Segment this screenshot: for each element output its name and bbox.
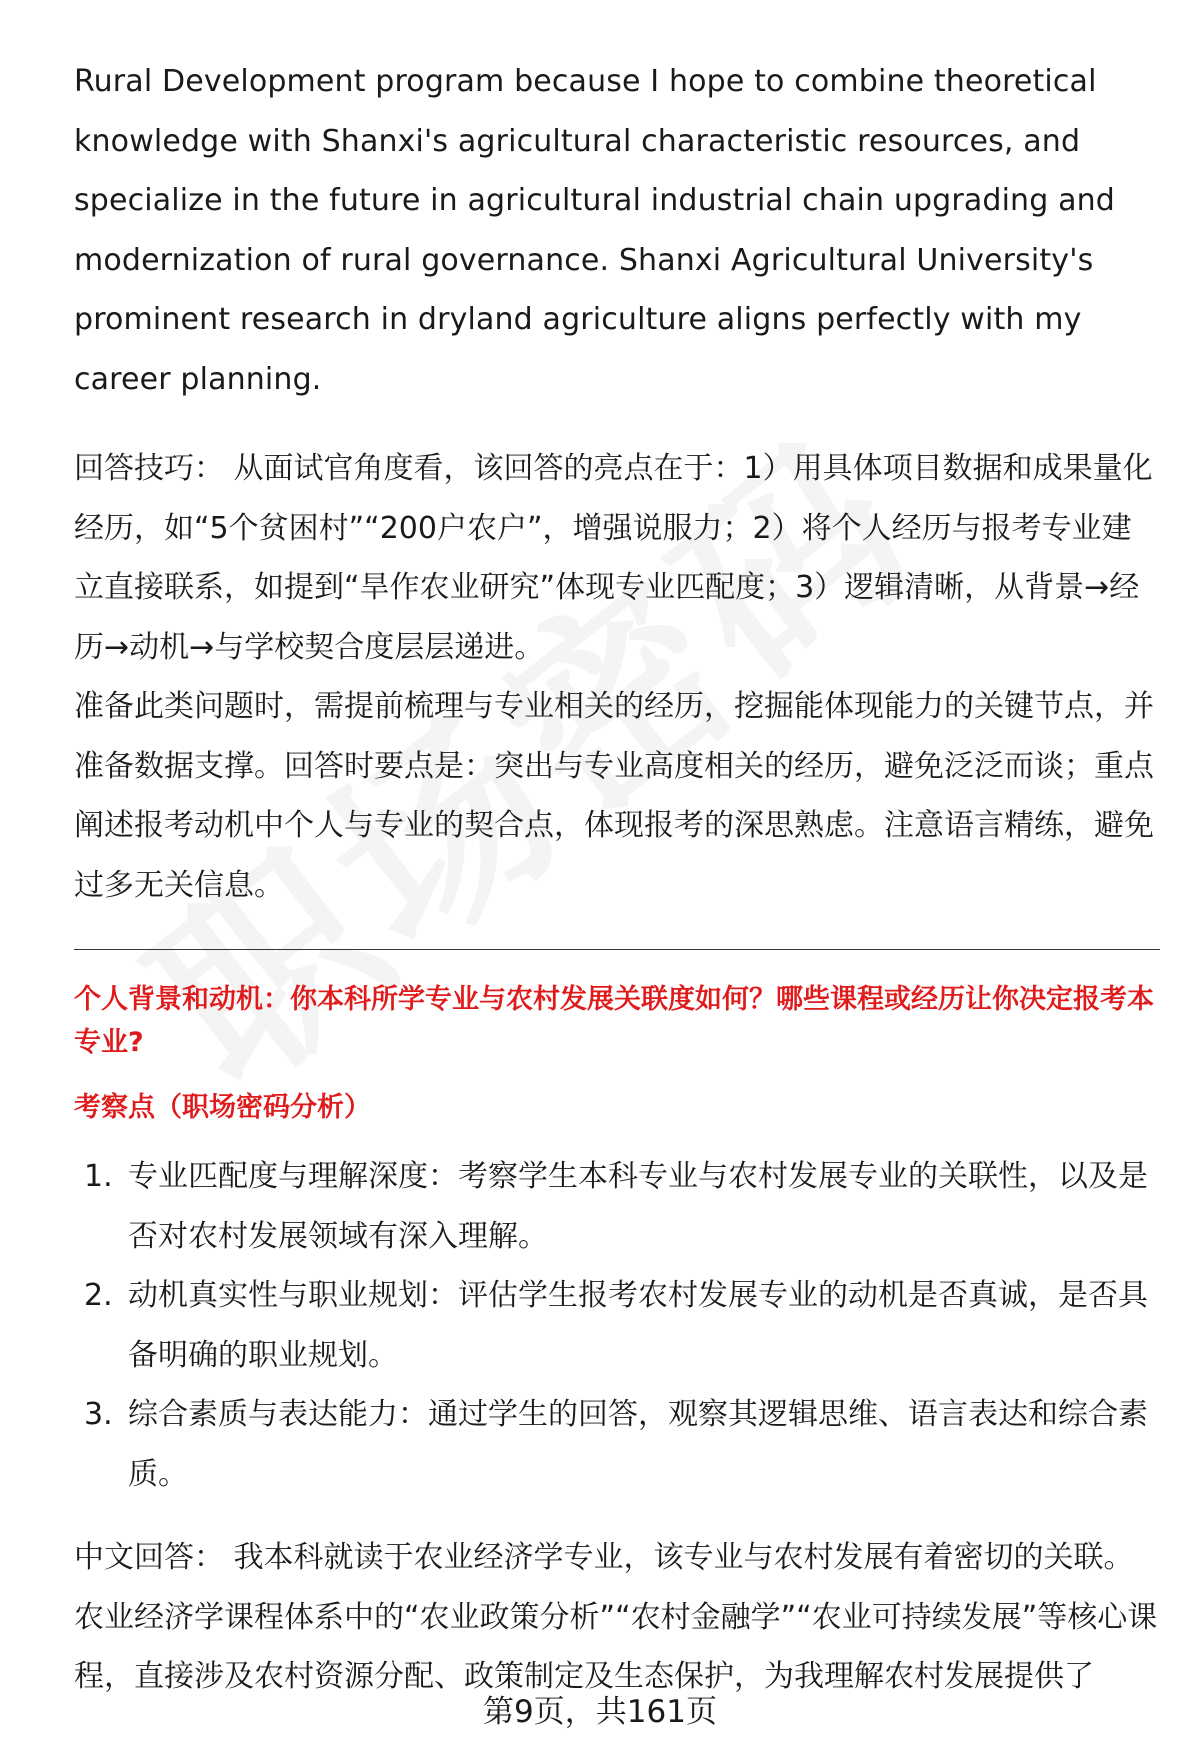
list-item-text: 综合素质与表达能力：通过学生的回答，观察其逻辑思维、语言表达和综合素质。 xyxy=(128,1397,1148,1492)
list-item xyxy=(74,1147,1160,1266)
question-heading: 个人背景和动机：你本科所学专业与农村发展关联度如何？哪些课程或经历让你决定报考本专业? xyxy=(74,984,1154,1058)
page-number-footer: 第9页，共161页 xyxy=(483,1694,717,1730)
list-item xyxy=(74,1266,1160,1385)
assessment-points-list xyxy=(74,1147,1160,1504)
answer-tips-paragraph: 回答技巧： 从面试官角度看，该回答的亮点在于：1）用具体项目数据和成果量化经历，如“5个贫困村”“200户农户”，增强说服力；2）将个人经历与报考专业建立直接联系，如提到“旱作农业研究”体现专业匹配度；3）逻辑清晰，从背景→经历→动机→与学校契合度层层递进。 xyxy=(74,451,1153,665)
list-item-number: 2. xyxy=(84,1278,113,1313)
list-item xyxy=(74,1385,1160,1504)
list-item-number: 3. xyxy=(84,1397,113,1432)
document-page xyxy=(74,52,1160,1707)
analysis-heading: 考察点（职场密码分析） xyxy=(74,1092,371,1123)
list-item-text: 专业匹配度与理解深度：考察学生本科专业与农村发展专业的关联性，以及是否对农村发展领域有深入理解。 xyxy=(128,1159,1148,1254)
chinese-answer-paragraph: 中文回答： 我本科就读于农业经济学专业，该专业与农村发展有着密切的关联。农业经济学课程体系中的“农业政策分析”“农村金融学”“农业可持续发展”等核心课程，直接涉及农村资源分配、政策制定及生态保护，为我理解农村发展提供了 xyxy=(74,1540,1158,1694)
english-answer-paragraph: Rural Development program because I hope to combine theoretical knowledge with Shanxi's agricultural characteristic resources, and specialize in the future in agricultural industrial chain upgrading and modernization of rural governance. Shanxi Agricultural University's prominent research in dryland agriculture aligns perfectly with my career planning. xyxy=(74,64,1115,397)
list-item-text: 动机真实性与职业规划：评估学生报考农村发展专业的动机是否真诚，是否具备明确的职业规划。 xyxy=(128,1278,1148,1373)
list-item-number: 1. xyxy=(84,1159,113,1194)
preparation-advice-paragraph: 准备此类问题时，需提前梳理与专业相关的经历，挖掘能体现能力的关键节点，并准备数据支撑。回答时要点是：突出与专业高度相关的经历，避免泛泛而谈；重点阐述报考动机中个人与专业的契合点，体现报考的深思熟虑。注意语言精练，避免过多无关信息。 xyxy=(74,689,1154,903)
